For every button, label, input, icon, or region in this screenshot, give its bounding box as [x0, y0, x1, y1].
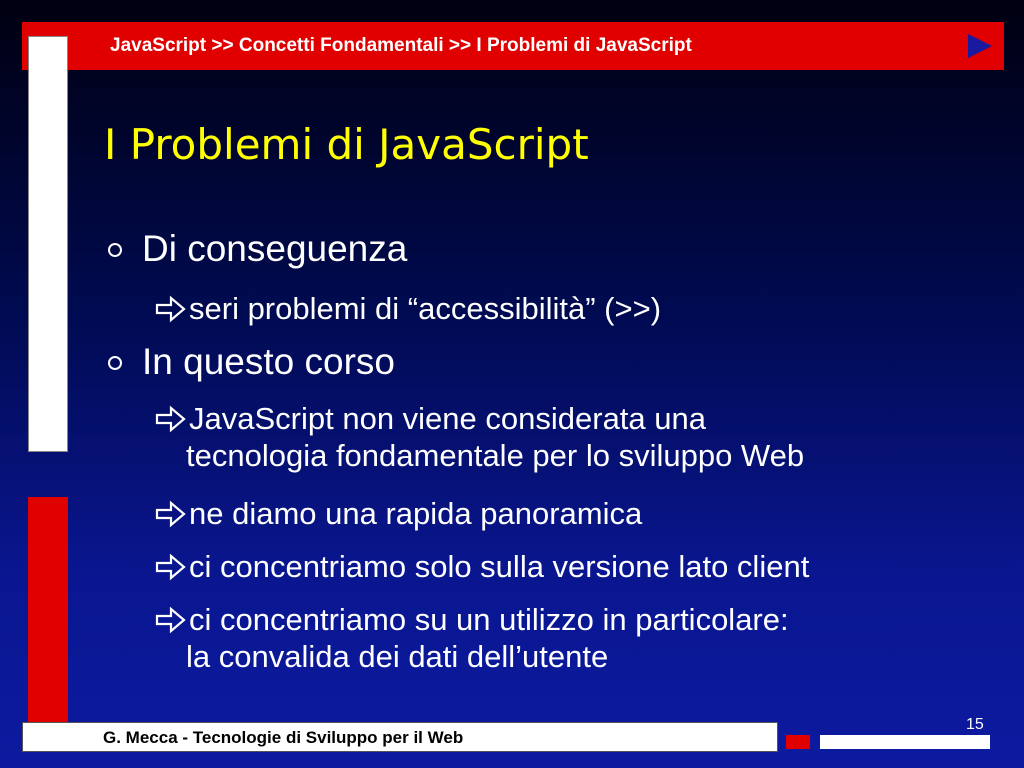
footer-decoration-red [786, 735, 810, 749]
sub-bullet-text: JavaScript non viene considerata una [189, 401, 706, 436]
sub-bullet-text-continued: tecnologia fondamentale per lo sviluppo Web [186, 438, 805, 473]
page-number: 15 [966, 716, 984, 733]
arrow-right-icon [154, 605, 188, 635]
arrow-right-icon [154, 499, 188, 529]
sub-bullet-text-continued: la convalida dei dati dell’utente [186, 639, 609, 674]
arrow-right-icon [154, 404, 188, 434]
breadcrumb: JavaScript >> Concetti Fondamentali >> I Problemi di JavaScript [110, 35, 692, 56]
arrow-right-icon [154, 552, 188, 582]
footer-text: G. Mecca - Tecnologie di Sviluppo per il Web [103, 728, 464, 747]
bullet-text: In questo corso [142, 341, 395, 382]
footer-bar [22, 722, 778, 752]
sub-bullet-text: ci concentriamo su un utilizzo in particolare: [189, 602, 789, 637]
header-bar [22, 22, 1004, 70]
side-decoration-white [28, 36, 68, 452]
circle-bullet-icon [108, 356, 122, 370]
sub-bullet-text: ci concentriamo solo sulla versione lato client [189, 549, 810, 584]
footer-decoration-white [820, 735, 990, 749]
bullet-text: Di conseguenza [142, 228, 408, 269]
slide-title: I Problemi di JavaScript [104, 120, 589, 169]
circle-bullet-icon [108, 243, 122, 257]
sub-bullet-text: ne diamo una rapida panoramica [189, 496, 643, 531]
sub-bullet-text: seri problemi di “accessibilità” (>>) [189, 291, 662, 326]
arrow-right-icon [154, 294, 188, 324]
side-decoration-red [28, 497, 68, 733]
play-triangle-icon[interactable] [968, 34, 992, 58]
